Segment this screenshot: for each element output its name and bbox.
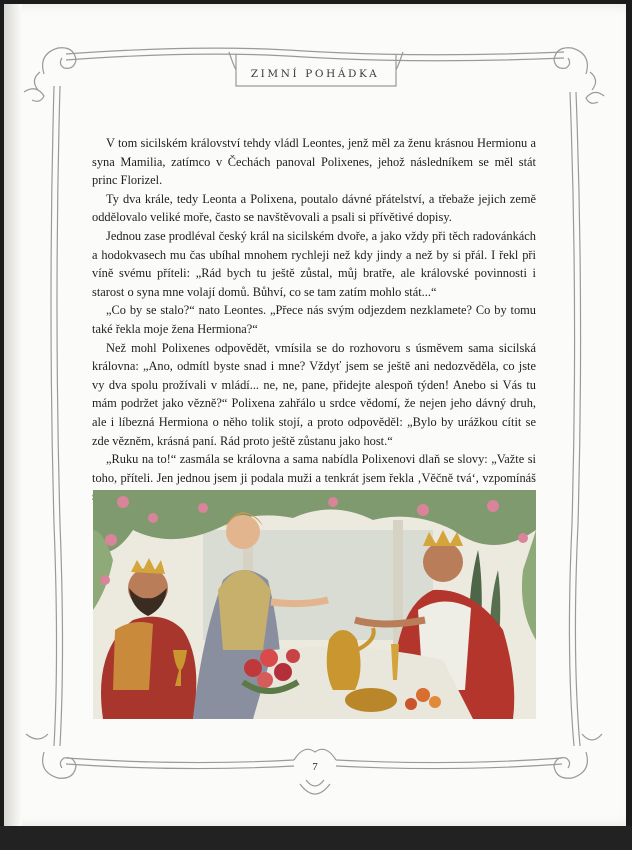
- scan-background: [0, 826, 632, 850]
- paragraph: Než mohl Polixenes odpovědět, vmísila se do rozhovoru s úsměvem sama sicilská královna: „Ano, odmítl byste snad i mne? Vždyť jsem se ještě ani nedozvěděla, co jste vy dva spolu prožívali v mládí... ne, ne, pane, přidejte alespoň týden! Anebo si Vás tu mám podržet jako vězně?“ Polixena zahřálo u srdce vědomí, že nejen jeho dávný druh, ale i líbezná Hermiona o něho tolik stojí, a proto odpověděl: „Bylo by urážkou cítit se zde vězněm, krásná paní. Rád proto ještě zůstanu jako host.“: [92, 340, 536, 448]
- banquet-illustration: [93, 490, 536, 719]
- paragraph: „Co by se stalo?“ nato Leontes. „Přece nás svým odjezdem nezklamete? Co by tomu také řekla moje žena Hermiona?“: [92, 303, 536, 336]
- paragraph: Ty dva krále, tedy Leonta a Polixena, poutalo dávné přátelství, a třebaže jejich země oddělovalo veliké moře, často se navštěvovali a psali si přívětivé dopisy.: [92, 191, 536, 225]
- page-number: 7: [312, 761, 318, 773]
- book-page: [4, 4, 626, 826]
- paragraph: V tom sicilském království tehdy vládl Leontes, jenž měl za ženu krásnou Hermionu a syna Mamilia, zatímco v Čechách panoval Polixenes, jehož následníkem se měl stát princ Florizel.: [92, 136, 536, 188]
- paragraph: „Ruku na to!“ zasmála se královna a sama nabídla Polixenovi dlaň se slovy: „Važte si toho, příteli. Jen jednou jsem ji podala muži a tenkrát jsem řekla ‚Věčně tvá‘, vzpomínáš: [92, 452, 536, 485]
- paragraph: Jednou zase prodléval český král na sicilském dvoře, a jako vždy při těch radovánkách a hodokvasech mu čas ubíhal mnohem rychleji než kdy jindy a než by si přál. I řekl při víně svému příteli: „Rád bych tu ještě zůstal, můj bratře, ale královské povinnosti i starost o syna mne volají domů. Bůhví, co se tam zatím mohlo stát...“: [92, 228, 536, 299]
- body-text: [92, 134, 536, 506]
- running-header: ZIMNÍ POHÁDKA: [250, 68, 380, 80]
